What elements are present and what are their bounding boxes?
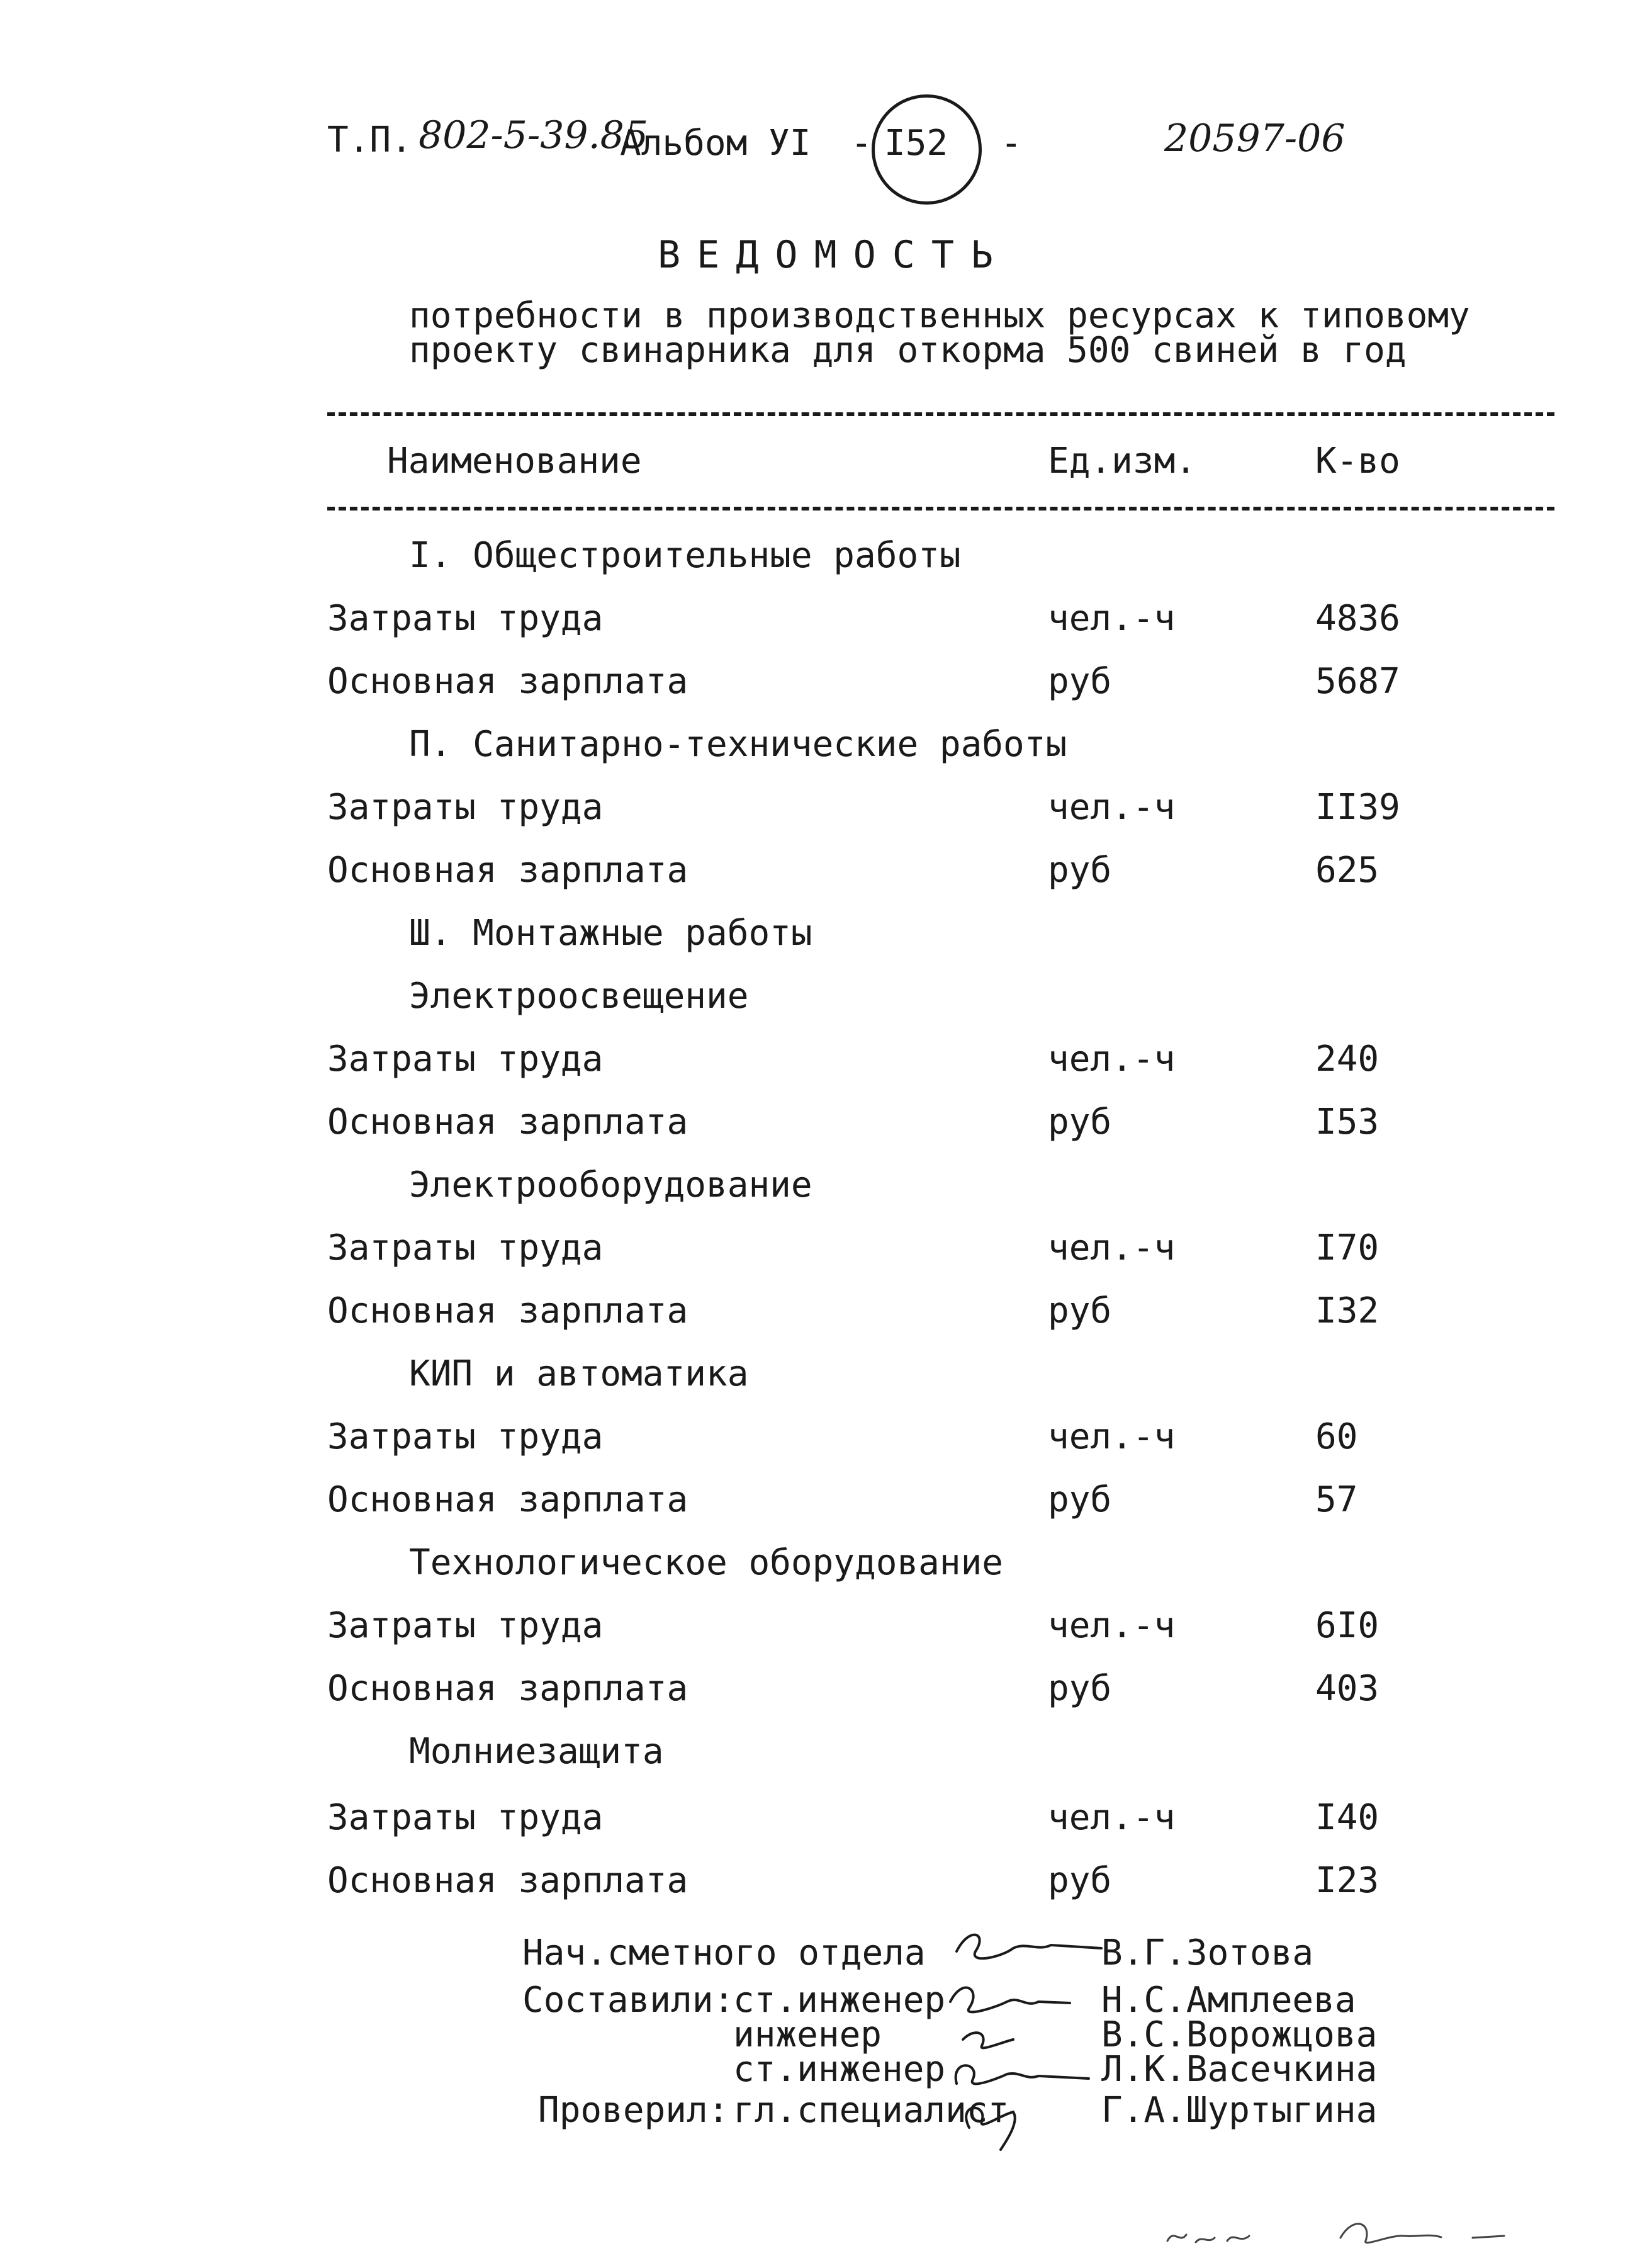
header-dash-left: - (851, 123, 872, 164)
margin-note-stroke (1167, 2235, 1249, 2242)
signature-checked-stroke (966, 2108, 1014, 2150)
checked-label: Проверил: (538, 2090, 729, 2131)
row-unit: чел.-ч (1048, 1039, 1176, 1080)
compiled-role: инженер (733, 2014, 882, 2055)
signature-head-stroke (957, 1935, 1101, 1959)
row-unit: чел.-ч (1048, 1797, 1176, 1838)
row-unit: чел.-ч (1048, 1416, 1176, 1457)
row-qty: I53 (1315, 1102, 1379, 1142)
row-unit: чел.-ч (1048, 1605, 1176, 1646)
row-name: Основная зарплата (327, 1290, 688, 1331)
row-qty: 403 (1315, 1668, 1379, 1709)
column-header-name: Наименование (387, 441, 642, 482)
table-top-rule (327, 412, 1554, 416)
row-unit: чел.-ч (1048, 787, 1176, 828)
row-qty: I70 (1315, 1227, 1379, 1268)
row-name: Основная зарплата (327, 1860, 688, 1901)
margin-signature-stroke (1340, 2224, 1441, 2243)
row-qty: 4836 (1315, 598, 1400, 639)
row-unit: чел.-ч (1048, 1227, 1176, 1268)
row-unit: руб (1048, 1668, 1112, 1709)
row-name: Затраты труда (327, 1416, 604, 1457)
subsection-heading: Технологическое оборудование (409, 1542, 1004, 1583)
row-unit: руб (1048, 1860, 1112, 1901)
row-name: Затраты труда (327, 1605, 604, 1646)
column-header-qty: К-во (1315, 441, 1400, 482)
subtitle-line-2: проекту свинарника для откорма 500 свиней в год (409, 330, 1407, 371)
row-qty: I23 (1315, 1860, 1379, 1901)
section-heading: Ш. Монтажные работы (409, 913, 812, 954)
column-header-unit: Ед.изм. (1048, 441, 1197, 482)
row-name: Основная зарплата (327, 1102, 688, 1142)
table-header-rule (327, 507, 1554, 511)
subsection-heading: Электроосвещение (409, 976, 749, 1017)
row-name: Затраты труда (327, 787, 604, 828)
subsection-heading: Молниезащита (409, 1731, 664, 1772)
bottom-margin-scribble (1164, 2209, 1517, 2254)
checked-name: Г.А.Шуртыгина (1101, 2090, 1378, 2131)
project-number: 802-5-39.85 (419, 113, 649, 157)
row-qty: 240 (1315, 1039, 1379, 1080)
compiled-name: В.С.Ворожцова (1101, 2014, 1378, 2055)
subsection-heading: КИП и автоматика (409, 1353, 749, 1394)
row-name: Основная зарплата (327, 850, 688, 891)
section-heading: П. Санитарно-технические работы (409, 724, 1067, 765)
subsection-heading: Электрооборудование (409, 1165, 812, 1205)
margin-dash-stroke (1473, 2236, 1504, 2238)
compiled-role: ст.инженер (733, 1980, 946, 2021)
section-heading: I. Общестроительные работы (409, 535, 961, 576)
row-qty: 625 (1315, 850, 1379, 891)
row-name: Затраты труда (327, 1039, 604, 1080)
signature-compiled-2-stroke (963, 2033, 1013, 2048)
signature-compiled-1-stroke (950, 1988, 1070, 2012)
row-name: Основная зарплата (327, 1668, 688, 1709)
compiled-name: Л.К.Васечкина (1101, 2049, 1378, 2090)
row-name: Основная зарплата (327, 1479, 688, 1520)
compiled-name: Н.С.Амплеева (1101, 1980, 1356, 2021)
row-qty: I40 (1315, 1797, 1379, 1838)
row-name: Основная зарплата (327, 661, 688, 702)
handwritten-signatures (944, 1914, 1108, 2153)
header-prefix: Т.П. (327, 120, 412, 161)
row-name: Затраты труда (327, 1797, 604, 1838)
album-label: Альбом УI (620, 123, 811, 164)
row-unit: руб (1048, 850, 1112, 891)
compiled-role: ст.инженер (733, 2049, 946, 2090)
row-unit: чел.-ч (1048, 598, 1176, 639)
document-code: 20597-06 (1164, 116, 1346, 161)
row-unit: руб (1048, 1290, 1112, 1331)
row-qty: II39 (1315, 787, 1400, 828)
page-number: I52 (884, 123, 948, 164)
row-qty: I32 (1315, 1290, 1379, 1331)
signature-compiled-3-stroke (956, 2065, 1089, 2084)
row-qty: 6I0 (1315, 1605, 1379, 1646)
compiled-label: Составили: (522, 1980, 735, 2021)
checked-role: гл.специалист (733, 2090, 1009, 2131)
row-name: Затраты труда (327, 598, 604, 639)
row-unit: руб (1048, 661, 1112, 702)
head-name: В.Г.Зотова (1101, 1932, 1314, 1973)
row-qty: 60 (1315, 1416, 1358, 1457)
header-dash-right: - (1001, 123, 1022, 164)
document-title: ВЕДОМОСТЬ (658, 233, 1010, 277)
row-qty: 57 (1315, 1479, 1358, 1520)
subtitle-line-1: потребности в производственных ресурсах к типовому (409, 295, 1470, 336)
row-qty: 5687 (1315, 661, 1400, 702)
row-name: Затраты труда (327, 1227, 604, 1268)
head-label: Нач.сметного отдела (522, 1932, 926, 1973)
row-unit: руб (1048, 1102, 1112, 1142)
row-unit: руб (1048, 1479, 1112, 1520)
